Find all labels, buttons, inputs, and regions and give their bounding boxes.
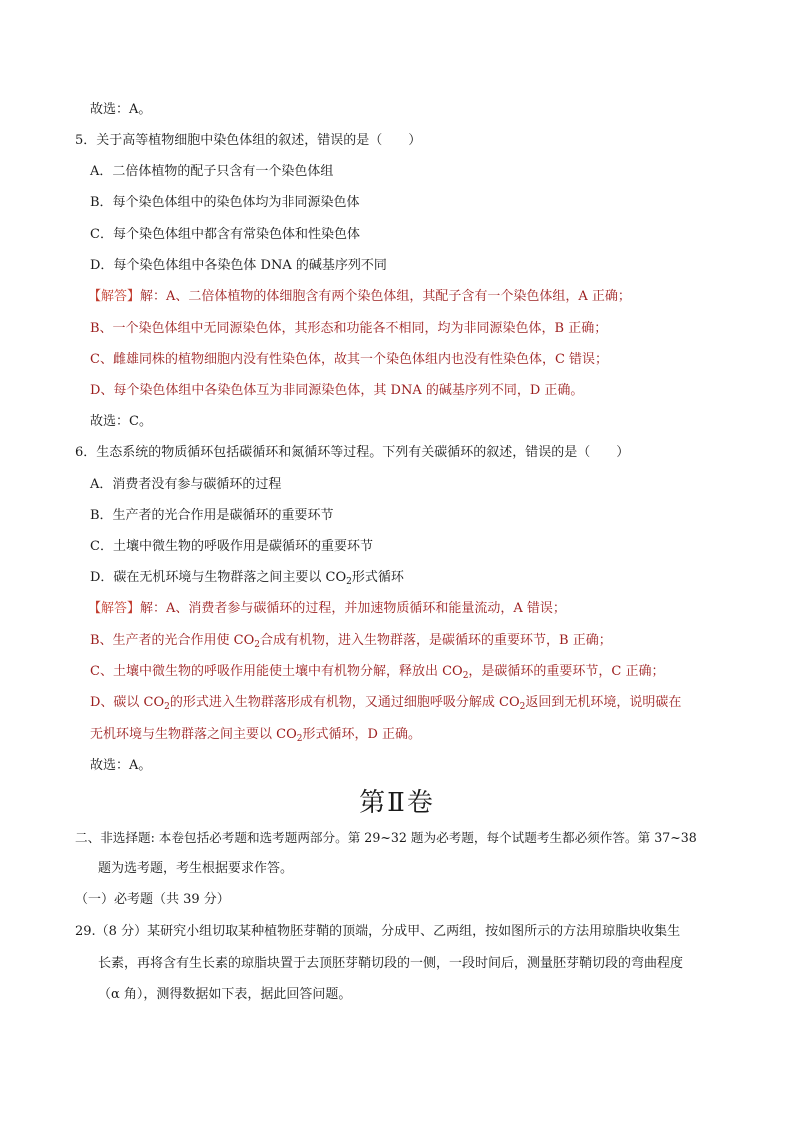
- q6-option-b: B．生产者的光合作用是碳循环的重要环节: [90, 508, 334, 523]
- q29-line3: （α 角），测得数据如下表，据此回答问题。: [98, 987, 352, 1002]
- section2-intro-line1: 二、非选择题: 本卷包括必考题和选考题两部分。第 29~32 题为必考题，每个试题考生都必须作答。第 37~38: [75, 830, 697, 845]
- section2-part1-heading: （一）必考题（共 39 分）: [75, 892, 230, 907]
- q29-line1: 29.（8 分）某研究小组切取某种植物胚芽鞘的顶端，分成甲、乙两组，按如图所示的方法用琼脂块收集生: [75, 924, 681, 939]
- q5-answer-line-c: C、雌雄同株的植物细胞内没有性染色体，故其一个染色体组内也没有性染色体，C 错误；: [90, 352, 609, 367]
- q5-conclusion: 故选：C。: [90, 414, 152, 429]
- q6-option-d-tail: 形式循环: [351, 570, 404, 585]
- q6-answer-line-d1: [90, 694, 681, 716]
- q6-answer-c-tail: ，是碳循环的重要环节，C 正确；: [468, 664, 665, 679]
- q6-answer-d2-tail: 形式循环，D 正确。: [302, 727, 422, 742]
- q6-answer-b-text: B、生产者的光合作用使 CO: [90, 633, 255, 648]
- subscript: 2: [346, 577, 352, 587]
- volume-title: 第Ⅱ卷: [359, 788, 435, 818]
- q6-answer-b-tail: 合成有机物，进入生物群落，是碳循环的重要环节，B 正确；: [260, 633, 612, 648]
- q6-answer-d2-text: 无机环境与生物群落之间主要以 CO: [90, 727, 297, 742]
- q6-option-d-text: D．碳在无机环境与生物群落之间主要以 CO: [90, 570, 347, 585]
- q6-option-c: C．土壤中微生物的呼吸作用是碳循环的重要环节: [90, 539, 373, 554]
- q6-option-d: [90, 569, 404, 591]
- q5-option-a: A．二倍体植物的配子只含有一个染色体组: [90, 164, 334, 179]
- q5-option-d: D．每个染色体组中各染色体 DNA 的碱基序列不同: [90, 258, 387, 273]
- answer-tag: 【解答】: [88, 601, 141, 616]
- q5-answer-line-b: B、一个染色体组中无同源染色体，其形态和功能各不相同，均为非同源染色体，B 正确；: [90, 321, 608, 336]
- q5-answer-line-a: [88, 288, 631, 306]
- q6-answer-d-text: D、碳以 CO: [90, 695, 165, 710]
- q6-conclusion: 故选：A。: [90, 758, 152, 773]
- q5-option-b: B．每个染色体组中的染色体均为非同源染色体: [90, 195, 360, 210]
- subscript: 2: [296, 734, 303, 744]
- q6-answer-line-b: [90, 632, 612, 654]
- subscript: 2: [254, 640, 261, 650]
- q5-stem: 5．关于高等植物细胞中染色体组的叙述，错误的是（ ）: [75, 133, 422, 148]
- q6-answer-line-d2: [90, 726, 421, 748]
- q6-answer-line-c: [90, 663, 665, 685]
- subscript: 2: [164, 702, 170, 712]
- q6-stem: 6．生态系统的物质循环包括碳循环和氮循环等过程。下列有关碳循环的叙述，错误的是（ ）: [75, 445, 630, 460]
- answer-tag: 【解答】: [88, 289, 141, 304]
- subscript: 2: [462, 671, 469, 681]
- q5-option-c: C．每个染色体组中都含有常染色体和性染色体: [90, 227, 360, 242]
- q5-answer-line-d: D、每个染色体组中各染色体互为非同源染色体，其 DNA 的碱基序列不同，D 正确。: [90, 383, 584, 398]
- q5-answer-a-text: 解：A、二倍体植物的体细胞含有两个染色体组，其配子含有一个染色体组，A 正确；: [140, 289, 631, 304]
- q6-option-a: A．消费者没有参与碳循环的过程: [90, 477, 282, 492]
- q6-answer-d-tail: 返回到无机环境，说明碳在: [525, 695, 682, 710]
- q6-answer-a-text: 解：A、消费者参与碳循环的过程，并加速物质循环和能量流动，A 错误；: [140, 601, 566, 616]
- q6-answer-c-text: C、土壤中微生物的呼吸作用能使土壤中有机物分解，释放出 CO: [90, 664, 463, 679]
- q6-answer-line-a: [88, 600, 566, 618]
- q6-answer-d-mid: 的形式进入生物群落形成有机物，又通过细胞呼吸分解成 CO: [169, 695, 520, 710]
- q4-conclusion: 故选：A。: [90, 102, 152, 117]
- subscript: 2: [519, 702, 526, 712]
- q29-line2: 长素，再将含有生长素的琼脂块置于去顶胚芽鞘切段的一侧，一段时间后，测量胚芽鞘切段的弯曲程度: [98, 956, 684, 971]
- section2-intro-line2: 题为选考题，考生根据要求作答。: [98, 861, 294, 876]
